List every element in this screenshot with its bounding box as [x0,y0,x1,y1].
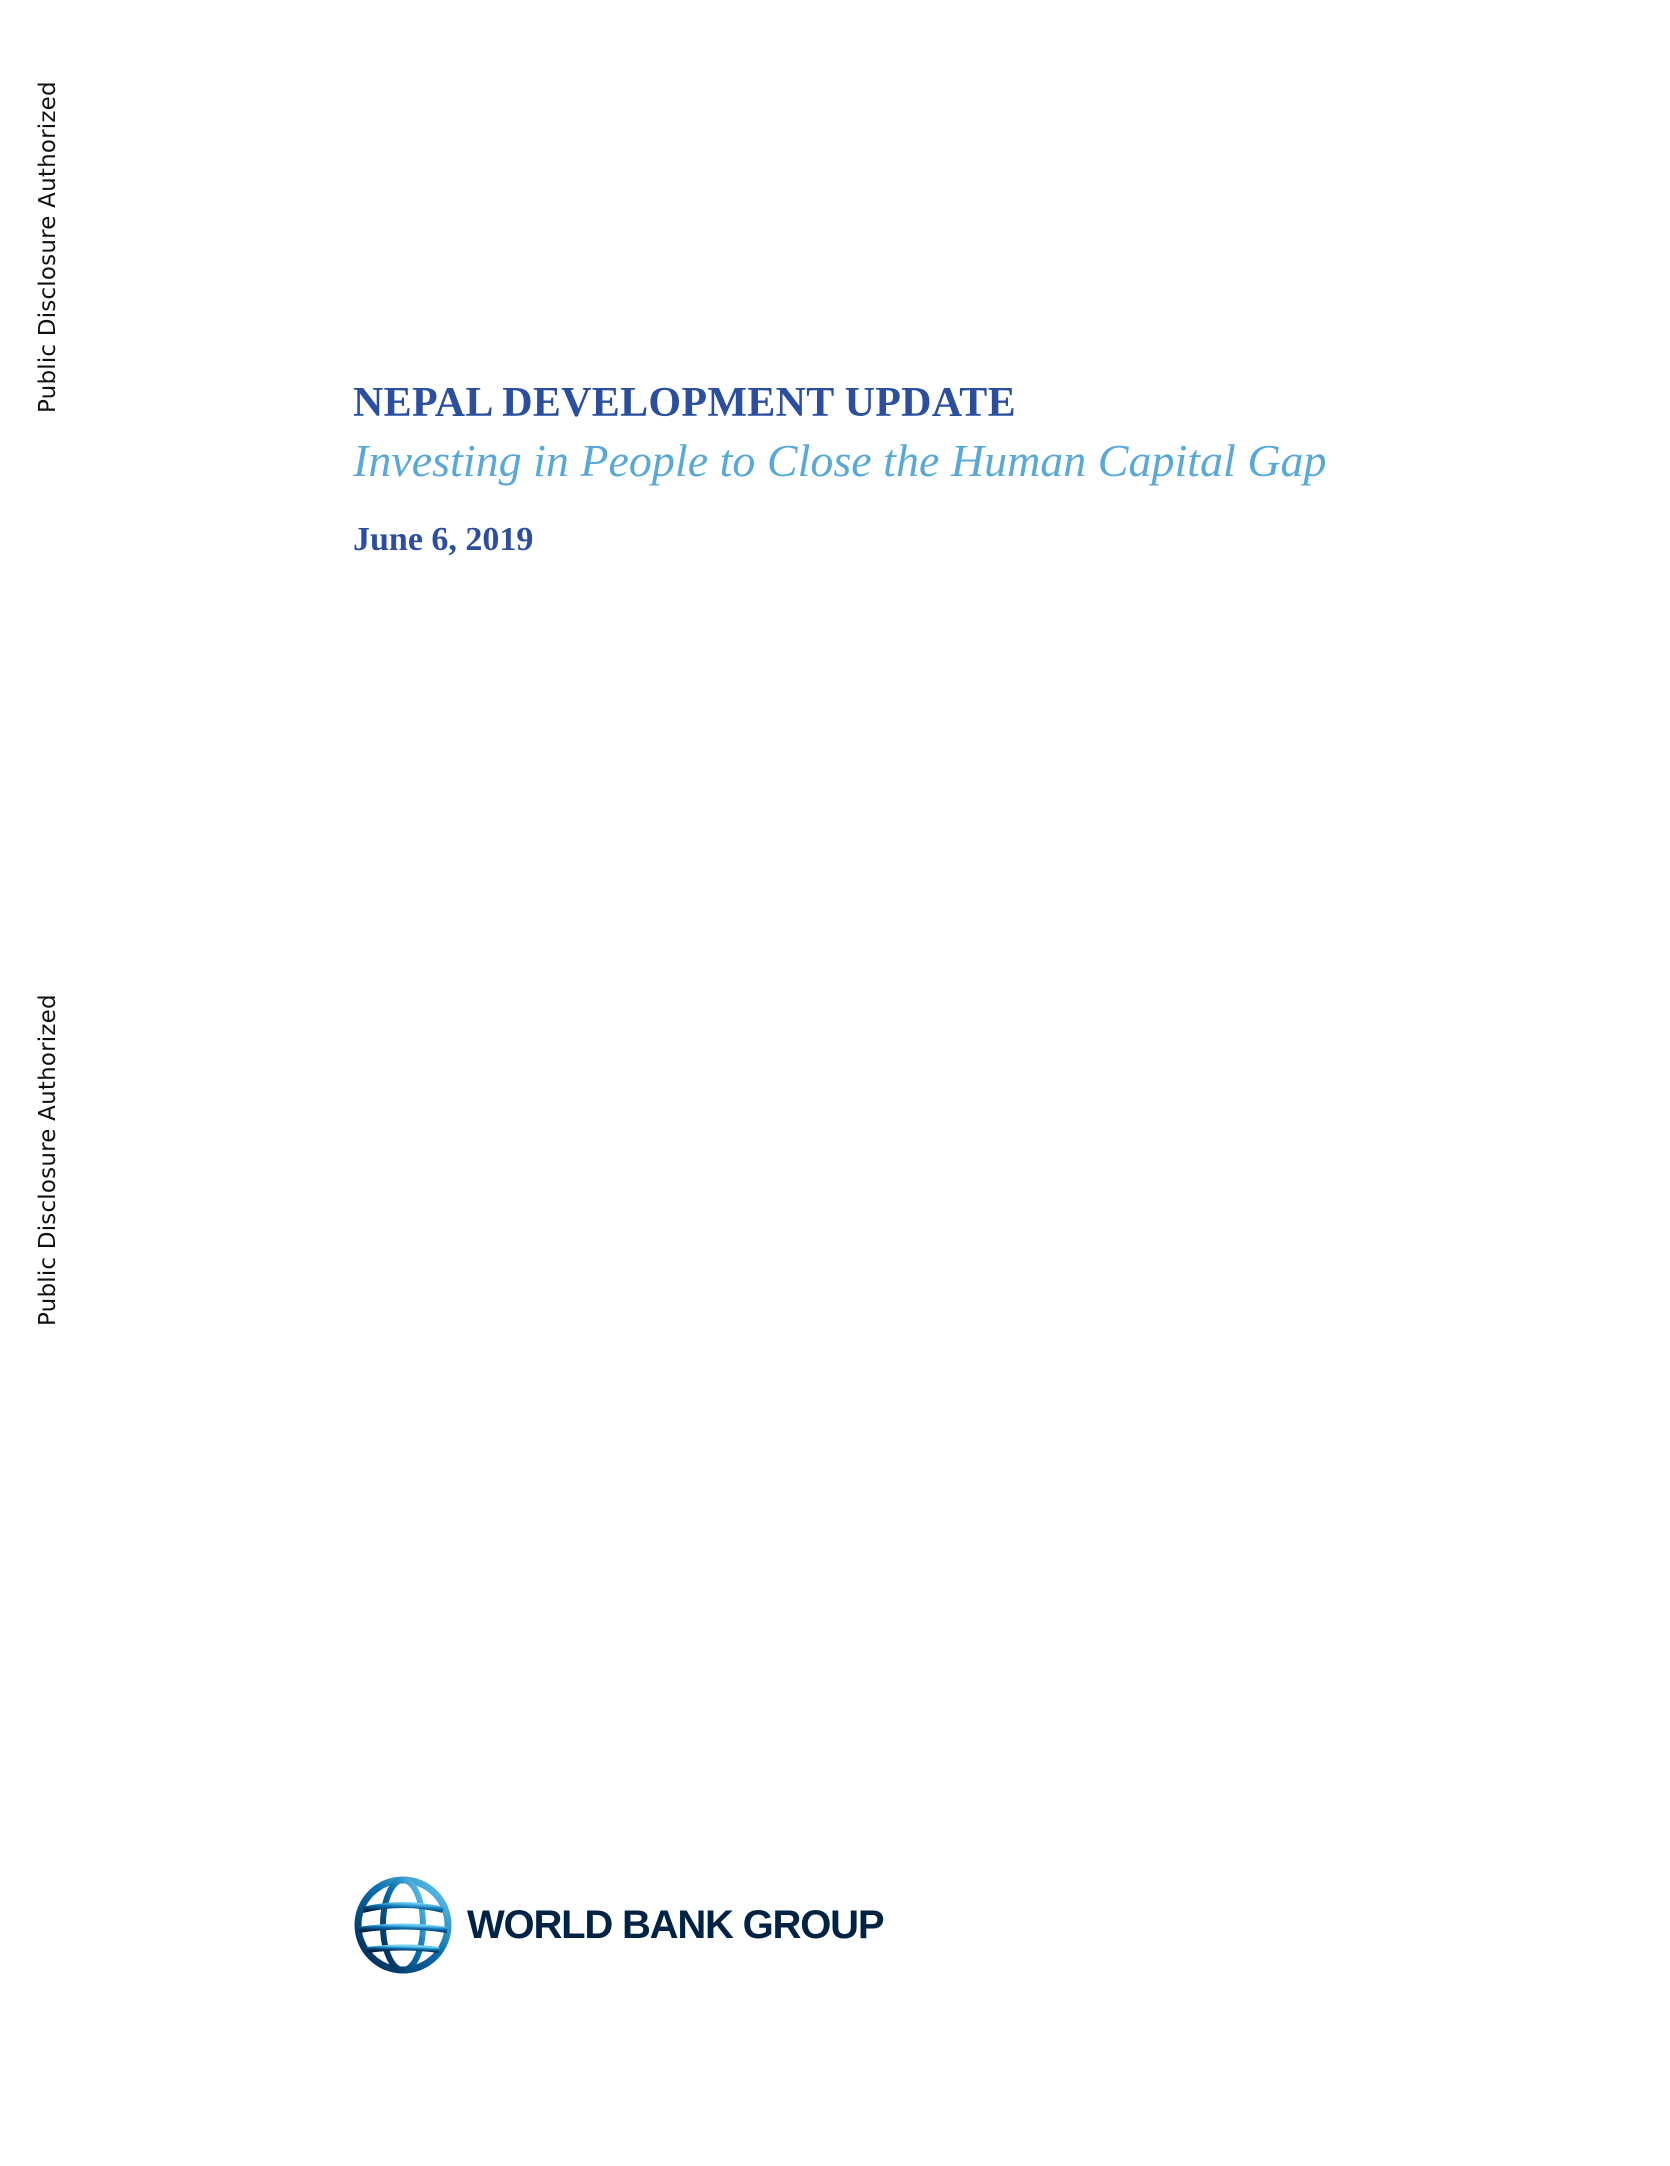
report-subtitle: Investing in People to Close the Human Capital Gap [353,435,1327,487]
logo-wordmark: WORLD BANK GROUP [467,1902,884,1947]
report-date: June 6, 2019 [353,520,534,558]
report-title: NEPAL DEVELOPMENT UPDATE [353,380,1016,426]
cover-title-block [353,378,1327,561]
globe-icon [353,1875,453,1975]
disclosure-stamp-middle: Public Disclosure Authorized [35,994,61,1326]
world-bank-group-logo [353,1875,883,1975]
disclosure-stamp-top: Public Disclosure Authorized [35,81,61,413]
